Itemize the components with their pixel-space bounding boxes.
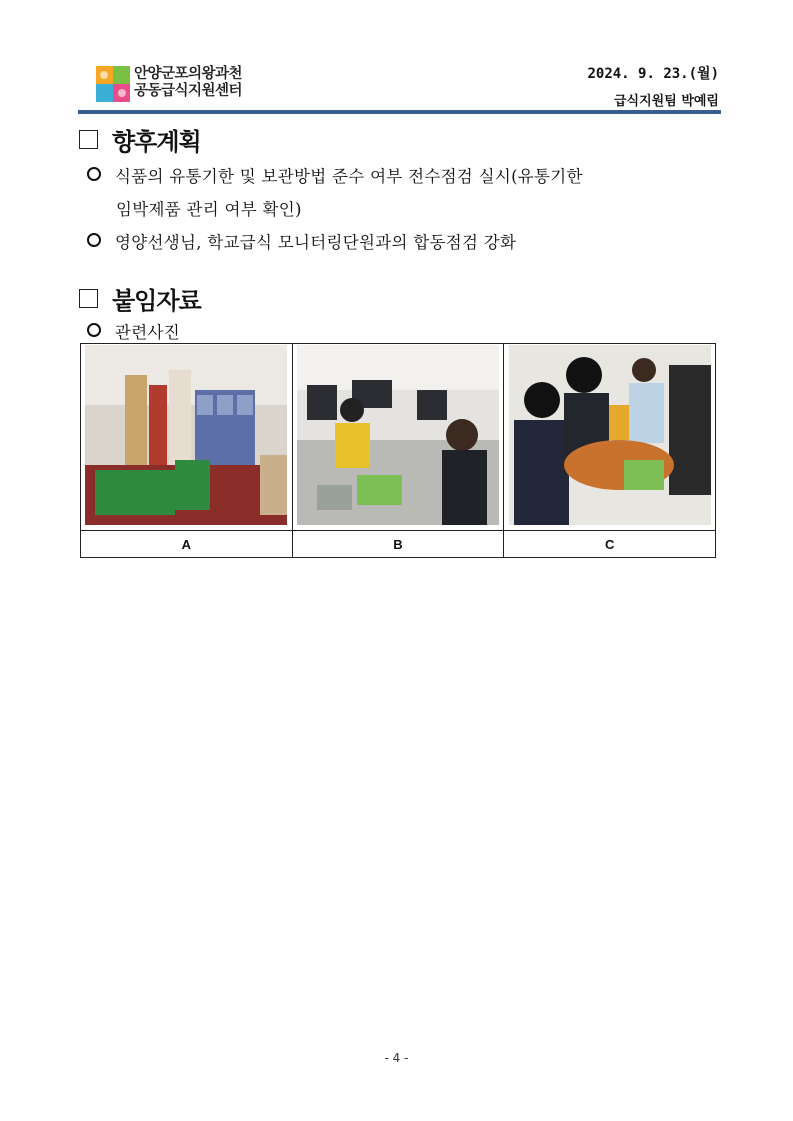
plan-item-1: 식품의 유통기한 및 보관방법 준수 여부 전수점검 실시(유통기한 bbox=[87, 163, 583, 187]
org-line-2: 공동급식지원센터 bbox=[134, 83, 243, 99]
section-plan-title: 향후계획 bbox=[112, 128, 201, 156]
org-line-1: 안양군포의왕과천 bbox=[134, 66, 243, 82]
photo-table bbox=[80, 343, 716, 558]
consultation-photo bbox=[509, 345, 711, 525]
photo-caption-a: A bbox=[81, 531, 293, 558]
circle-bullet-icon bbox=[87, 233, 101, 247]
checkbox-square-icon bbox=[79, 289, 98, 308]
center-logo bbox=[96, 66, 130, 102]
header-divider bbox=[78, 110, 721, 114]
office-meeting-photo bbox=[297, 345, 499, 525]
checkbox-square-icon bbox=[79, 130, 98, 149]
plan-item-1-continued: 임박제품 관리 여부 확인) bbox=[116, 200, 302, 219]
section-plan-heading bbox=[79, 122, 201, 157]
photo-cell-a bbox=[81, 344, 293, 531]
circle-bullet-icon bbox=[87, 167, 101, 181]
report-date: 2024. 9. 23.(월) bbox=[587, 66, 719, 82]
organization-name bbox=[134, 66, 242, 100]
page-number: - 4 - bbox=[384, 1051, 409, 1065]
author-team: 급식지원팀 박예림 bbox=[614, 94, 719, 109]
photo-caption-b: B bbox=[292, 531, 504, 558]
circle-bullet-icon bbox=[87, 323, 101, 337]
storage-room-photo bbox=[85, 345, 287, 525]
plan-item-2: 영양선생님, 학교급식 모니터링단원과의 합동점검 강화 bbox=[87, 229, 516, 253]
photo-cell-b bbox=[292, 344, 504, 531]
section-attachment-heading bbox=[79, 281, 201, 316]
photo-caption-c: C bbox=[504, 531, 716, 558]
attachment-item: 관련사진 bbox=[87, 319, 180, 343]
photo-cell-c bbox=[504, 344, 716, 531]
section-attachment-title: 붙임자료 bbox=[112, 287, 201, 315]
